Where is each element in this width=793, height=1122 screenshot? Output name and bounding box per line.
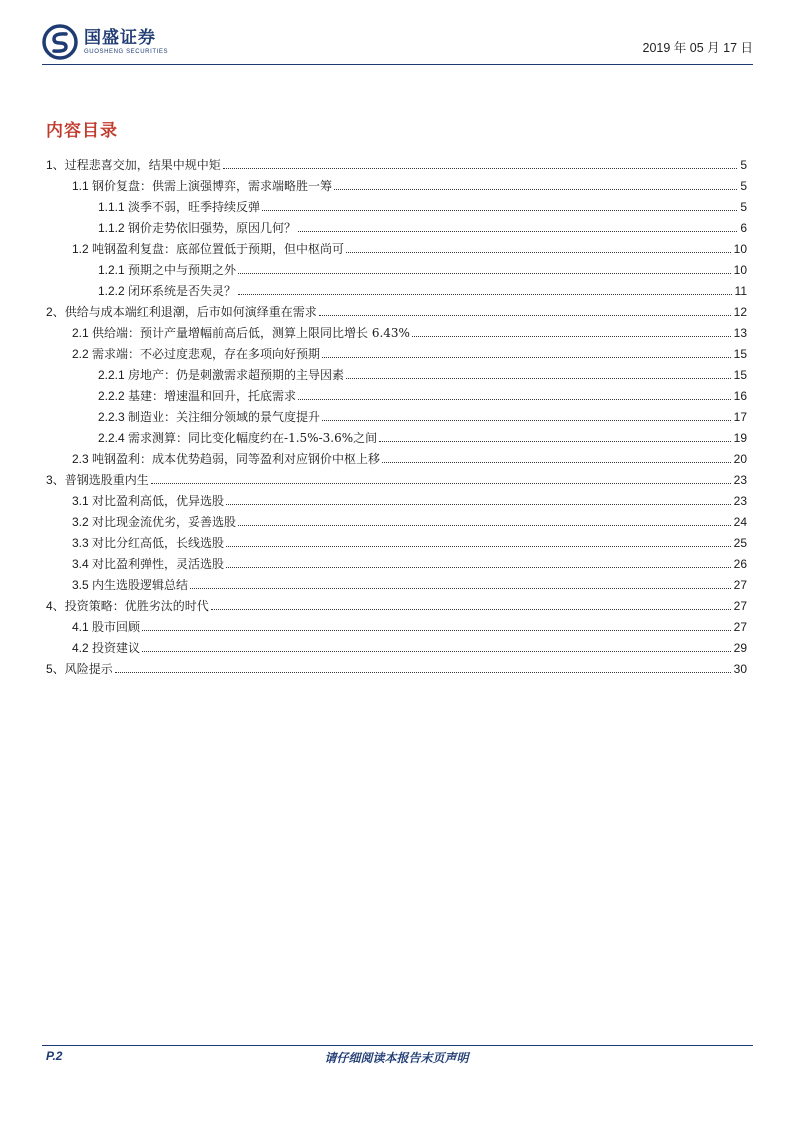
toc-entry[interactable]: 1、 过程悲喜交加，结果中规中矩 5 — [46, 158, 747, 172]
toc-entry[interactable]: 3.4 对比盈利弹性，灵活选股 26 — [72, 557, 747, 571]
toc-title: 内容目录 — [46, 121, 118, 141]
disclaimer-note: 请仔细阅读本报告末页声明 — [324, 1051, 469, 1065]
toc-entry[interactable]: 3.3 对比分红高低，长线选股 25 — [72, 536, 747, 550]
report-date: 2019 年 05 月 17 日 — [642, 41, 753, 55]
page-number: P.2 — [46, 1049, 63, 1063]
company-logo — [42, 24, 168, 60]
toc-entry[interactable]: 3.2 对比现金流优劣，妥善选股 24 — [72, 515, 747, 529]
toc-entry[interactable]: 1.2.1 预期之中与预期之外 10 — [98, 263, 747, 277]
toc-entry[interactable]: 4.2 投资建议 29 — [72, 641, 747, 655]
toc-entry[interactable]: 2.2 需求端：不必过度悲观，存在多项向好预期 15 — [72, 347, 747, 361]
toc-entry[interactable]: 2.2.2 基建：增速温和回升，托底需求 16 — [98, 389, 747, 403]
toc-entry[interactable]: 2.2.3 制造业：关注细分领域的景气度提升 17 — [98, 410, 747, 424]
toc-entry[interactable]: 1.1.2 钢价走势依旧强势，原因几何？ 6 — [98, 221, 747, 235]
toc-entry[interactable]: 1.2.2 闭环系统是否失灵？ 11 — [98, 284, 747, 298]
toc-entry[interactable]: 4、 投资策略：优胜劣汰的时代 27 — [46, 599, 747, 613]
toc-entry[interactable]: 4.1 股市回顾 27 — [72, 620, 747, 634]
page-header — [42, 18, 753, 64]
toc-entry[interactable]: 3.1 对比盈利高低，优异选股 23 — [72, 494, 747, 508]
toc-entry[interactable]: 2.2.1 房地产：仍是刺激需求超预期的主导因素 15 — [98, 368, 747, 382]
toc-entry[interactable]: 1.2 吨钢盈利复盘：底部位置低于预期，但中枢尚可 10 — [72, 242, 747, 256]
toc-entry[interactable]: 3、 普钢选股重内生 23 — [46, 473, 747, 487]
toc-entry[interactable]: 2.2.4 需求测算：同比变化幅度约在-1.5%-3.6%之间 19 — [98, 431, 747, 445]
toc-entry[interactable]: 2.3 吨钢盈利：成本优势趋弱，同等盈利对应钢价中枢上移 20 — [72, 452, 747, 466]
toc-entry[interactable]: 5、 风险提示 30 — [46, 662, 747, 676]
toc-entry[interactable]: 1.1.1 淡季不弱，旺季持续反弹 5 — [98, 200, 747, 214]
logo-english-name: GUOSHENG SECURITIES — [84, 48, 169, 55]
guosheng-logo-icon — [42, 24, 78, 60]
toc-entry[interactable]: 1.1 钢价复盘：供需上演强博弈，需求端略胜一筹 5 — [72, 179, 747, 193]
toc-entry[interactable]: 2.1 供给端：预计产量增幅前高后低，测算上限同比增长 6.43% 13 — [72, 326, 747, 340]
toc-entry[interactable]: 3.5 内生选股逻辑总结 27 — [72, 578, 747, 592]
logo-chinese-name: 国盛证券 — [84, 27, 156, 48]
toc-entry[interactable]: 2、 供给与成本端红利退潮，后市如何演绎重在需求 12 — [46, 305, 747, 319]
header-divider — [42, 64, 753, 65]
footer-divider — [42, 1045, 753, 1046]
